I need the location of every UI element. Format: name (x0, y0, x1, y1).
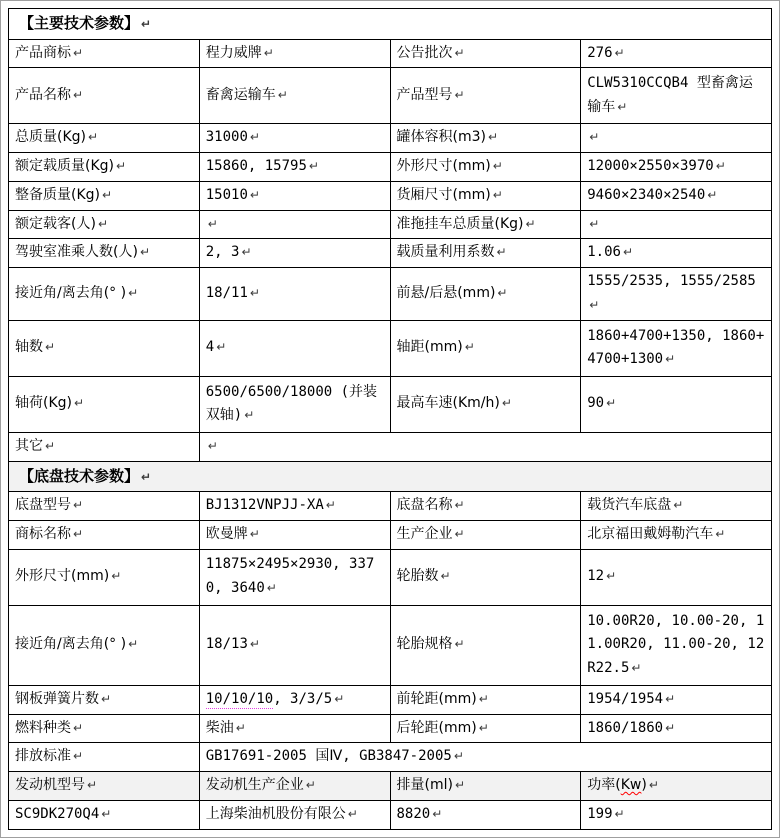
paragraph-mark-icon: ↵ (116, 159, 127, 174)
label-text: 额定载客(人) (15, 215, 96, 232)
value-cargo-box-dimensions (581, 181, 772, 210)
label-text: 驾驶室准乘人数(人) (15, 244, 138, 261)
value-leaf-spring-count (199, 685, 390, 714)
value-front-rear-overhang (581, 268, 772, 321)
table-row (9, 376, 772, 432)
label-curb-mass (9, 181, 200, 210)
table-row (9, 743, 772, 772)
value-approach-departure-angle (199, 268, 390, 321)
value-text: 199 (587, 805, 613, 822)
value-curb-mass (199, 181, 390, 210)
paragraph-mark-icon: ↵ (715, 159, 726, 174)
label-announcement-batch (390, 39, 581, 68)
label-product-name (9, 68, 200, 124)
value-text: 15860, 15795 (205, 158, 307, 175)
value-power (581, 800, 772, 829)
paragraph-mark-icon: ↵ (707, 187, 718, 202)
label-other (9, 432, 200, 461)
value-text: 1555/2535, 1555/2585 (587, 273, 756, 290)
value-cab-seating (199, 239, 390, 268)
label-text: 产品型号 (396, 86, 453, 103)
table-row (9, 39, 772, 68)
paragraph-mark-icon: ↵ (622, 245, 634, 260)
value-text: 12 (587, 568, 605, 585)
value-text: GB17691-2005 国Ⅳ, GB3847-2005 (205, 748, 452, 765)
paragraph-mark-icon: ↵ (263, 45, 274, 60)
value-announcement-batch (581, 39, 772, 68)
value-gross-mass (199, 124, 390, 153)
label-text: 罐体容积(m3) (396, 129, 486, 146)
paragraph-mark-icon: ↵ (249, 286, 260, 301)
value-max-speed (581, 376, 772, 432)
value-engine-manufacturer (199, 800, 390, 829)
paragraph-mark-icon: ↵ (606, 396, 617, 411)
value-chassis-model (199, 492, 390, 521)
label-text: 最高车速(Km/h) (396, 395, 500, 412)
paragraph-mark-icon: ↵ (235, 720, 246, 735)
paragraph-mark-icon: ↵ (478, 720, 489, 735)
section-title-main: 【主要技术参数】 (19, 14, 140, 32)
label-max-speed (390, 376, 581, 432)
value-product-name (199, 68, 390, 124)
label-text: 接近角/离去角(° ) (15, 285, 127, 302)
table-row (9, 432, 772, 461)
paragraph-mark-icon: ↵ (665, 720, 676, 735)
paragraph-mark-icon: ↵ (665, 691, 676, 706)
label-text: 排放标准 (15, 748, 71, 765)
paragraph-mark-icon: ↵ (249, 130, 260, 145)
paragraph-mark-icon: ↵ (454, 526, 465, 541)
paragraph-mark-icon: ↵ (101, 806, 112, 821)
label-text: 底盘型号 (15, 497, 71, 514)
value-text: 15010 (205, 186, 248, 203)
value-chassis-name (581, 492, 772, 521)
value-text: 1954/1954 (587, 690, 664, 707)
label-manufacturer (390, 520, 581, 549)
value-wheelbase (581, 320, 772, 376)
value-emission-standard (199, 743, 771, 772)
paragraph-mark-icon: ↵ (305, 778, 316, 793)
paragraph-mark-icon: ↵ (673, 498, 684, 513)
paragraph-mark-icon: ↵ (101, 691, 112, 706)
header-text: 发动机型号 (15, 777, 85, 794)
label-text: 燃料种类 (15, 719, 71, 736)
paragraph-mark-icon: ↵ (241, 245, 252, 260)
label-overall-dimensions (390, 153, 581, 182)
paragraph-mark-icon: ↵ (347, 806, 358, 821)
paragraph-mark-icon: ↵ (249, 187, 260, 202)
value-fuel-type (199, 714, 390, 743)
value-axle-load (199, 376, 390, 432)
value-text: CLW5310CCQB4 型畜禽运输车 (587, 75, 753, 115)
label-tire-count (390, 549, 581, 605)
label-brand-name (9, 520, 200, 549)
label-cargo-box-dimensions (390, 181, 581, 210)
paragraph-mark-icon: ↵ (614, 45, 625, 60)
value-rated-load-mass (199, 153, 390, 182)
paragraph-mark-icon: ↵ (454, 498, 465, 513)
table-row (9, 320, 772, 376)
paragraph-mark-icon: ↵ (454, 87, 465, 102)
value-text: 1860+4700+1350, 1860+4700+1300 (587, 327, 765, 368)
value-text: 276 (587, 44, 613, 61)
label-text: 额定载质量(Kg) (15, 158, 114, 175)
paragraph-mark-icon: ↵ (334, 691, 345, 706)
paragraph-mark-icon: ↵ (496, 245, 507, 260)
section-row-chassis (9, 461, 772, 492)
label-emission-standard (9, 743, 200, 772)
label-text: 公告批次 (396, 44, 453, 61)
header-engine-manufacturer (199, 772, 390, 801)
label-text: 轴数 (15, 339, 43, 356)
label-axle-load (9, 376, 200, 432)
paragraph-mark-icon: ↵ (440, 569, 451, 584)
engine-header-row (9, 772, 772, 801)
label-text: 产品商标 (15, 44, 71, 61)
value-chassis-approach-departure-angle (199, 605, 390, 685)
value-text: 程力威牌 (205, 44, 262, 61)
paragraph-mark-icon: ↵ (453, 749, 464, 764)
label-text: 外形尺寸(mm) (396, 158, 491, 175)
paragraph-mark-icon: ↵ (497, 286, 508, 301)
paragraph-mark-icon: ↵ (454, 45, 465, 60)
paragraph-mark-icon: ↵ (73, 749, 84, 764)
table-row (9, 181, 772, 210)
value-axle-count (199, 320, 390, 376)
label-fuel-type (9, 714, 200, 743)
spellcheck-dotted-text: 10/10/10 (205, 690, 274, 707)
paragraph-mark-icon: ↵ (249, 526, 260, 541)
paragraph-mark-icon: ↵ (266, 581, 277, 596)
label-wheelbase (390, 320, 581, 376)
value-tire-count (581, 549, 772, 605)
header-engine-model (9, 772, 200, 801)
section-header-main (9, 9, 772, 40)
paragraph-mark-icon: ↵ (128, 637, 139, 652)
paragraph-mark-icon: ↵ (492, 187, 503, 202)
header-text: 发动机生产企业 (205, 777, 304, 794)
value-text: 9460×2340×2540 (587, 186, 706, 203)
value-text: 1.06 (587, 244, 621, 261)
value-text: 10.00R20, 10.00-20, 11.00R20, 11.00-20, 12R22.5 (587, 612, 765, 677)
label-front-rear-overhang (390, 268, 581, 321)
label-text: 外形尺寸(mm) (15, 568, 110, 585)
paragraph-mark-icon: ↵ (325, 498, 336, 513)
label-chassis-dimensions (9, 549, 200, 605)
value-engine-model (9, 800, 200, 829)
paragraph-mark-icon: ↵ (454, 778, 466, 793)
paragraph-mark-icon: ↵ (631, 661, 642, 676)
paragraph-mark-icon: ↵ (111, 569, 122, 584)
value-text: , 3/3/5 (273, 690, 333, 707)
paragraph-mark-icon: ↵ (665, 352, 676, 367)
paragraph-mark-icon: ↵ (73, 87, 84, 102)
value-text: 欧曼牌 (205, 525, 248, 542)
label-text: 产品名称 (15, 86, 71, 103)
value-overall-dimensions (581, 153, 772, 182)
value-text: 11875×2495×2930, 3370, 3640 (205, 556, 375, 597)
label-text: 准拖挂车总质量(Kg) (396, 215, 524, 232)
value-text: 18/13 (205, 636, 248, 653)
label-rated-passengers (9, 210, 200, 239)
table-row (9, 549, 772, 605)
header-text: 排量(ml) (396, 777, 453, 794)
label-towed-trailer-mass (390, 210, 581, 239)
value-product-trademark (199, 39, 390, 68)
label-text: 底盘名称 (396, 497, 453, 514)
value-towed-trailer-mass (581, 210, 772, 239)
label-text: 轴距(mm) (396, 339, 463, 356)
paragraph-mark-icon: ↵ (525, 216, 536, 231)
paragraph-mark-icon: ↵ (244, 408, 255, 423)
label-text: 轴荷(Kg) (15, 395, 72, 412)
label-chassis-approach-departure-angle (9, 605, 200, 685)
value-text: 4 (205, 339, 215, 356)
value-text: 90 (587, 395, 605, 412)
table-row (9, 492, 772, 521)
paragraph-mark-icon: ↵ (141, 469, 152, 484)
section-title-chassis: 【底盘技术参数】 (19, 466, 140, 485)
label-text: 轮胎数 (396, 568, 439, 585)
label-gross-mass (9, 124, 200, 153)
header-power (581, 772, 772, 801)
value-text: 6500/6500/18000 (并装双轴) (205, 383, 378, 424)
spec-table (8, 8, 772, 830)
section-header-chassis (9, 461, 772, 492)
header-text: 功率( (587, 777, 621, 794)
paragraph-mark-icon: ↵ (216, 340, 227, 355)
value-text: 北京福田戴姆勒汽车 (587, 525, 714, 542)
paragraph-mark-icon: ↵ (308, 159, 319, 174)
label-load-utilization-factor (390, 239, 581, 268)
label-approach-departure-angle (9, 268, 200, 321)
table-row (9, 268, 772, 321)
paragraph-mark-icon: ↵ (589, 216, 600, 231)
label-tank-volume (390, 124, 581, 153)
value-text: 畜禽运输车 (205, 86, 276, 103)
paragraph-mark-icon: ↵ (207, 438, 218, 453)
label-product-model (390, 68, 581, 124)
value-product-model (581, 68, 772, 124)
paragraph-mark-icon: ↵ (45, 438, 56, 453)
label-axle-count (9, 320, 200, 376)
paragraph-mark-icon: ↵ (97, 216, 108, 231)
header-text: ) (641, 777, 647, 794)
value-text: 18/11 (205, 285, 248, 302)
table-row (9, 210, 772, 239)
paragraph-mark-icon: ↵ (87, 778, 98, 793)
paragraph-mark-icon: ↵ (102, 187, 113, 202)
value-text: SC9DK270Q4 (15, 805, 100, 822)
label-text: 轮胎规格 (396, 636, 453, 653)
paragraph-mark-icon: ↵ (249, 637, 260, 652)
label-text: 钢板弹簧片数 (15, 690, 99, 707)
value-displacement (390, 800, 581, 829)
paragraph-mark-icon: ↵ (478, 691, 489, 706)
label-text: 其它 (15, 437, 43, 454)
paragraph-mark-icon: ↵ (88, 130, 99, 145)
value-brand-name (199, 520, 390, 549)
header-displacement (390, 772, 581, 801)
paragraph-mark-icon: ↵ (73, 498, 84, 513)
value-tank-volume (581, 124, 772, 153)
table-row (9, 239, 772, 268)
paragraph-mark-icon: ↵ (715, 526, 726, 541)
value-load-utilization-factor (581, 239, 772, 268)
value-front-track (581, 685, 772, 714)
label-cab-seating (9, 239, 200, 268)
label-rated-load-mass (9, 153, 200, 182)
paragraph-mark-icon: ↵ (139, 245, 150, 260)
value-chassis-dimensions (199, 549, 390, 605)
table-row (9, 124, 772, 153)
paragraph-mark-icon: ↵ (617, 99, 628, 114)
value-text: 载货汽车底盘 (587, 497, 672, 514)
value-text: 2, 3 (205, 244, 240, 261)
paragraph-mark-icon: ↵ (606, 569, 617, 584)
value-text: 8820 (396, 805, 431, 822)
label-chassis-model (9, 492, 200, 521)
label-tire-spec (390, 605, 581, 685)
table-row (9, 714, 772, 743)
paragraph-mark-icon: ↵ (487, 130, 499, 145)
label-text: 整备质量(Kg) (15, 186, 100, 203)
table-row (9, 605, 772, 685)
label-text: 载质量利用系数 (396, 244, 495, 261)
paragraph-mark-icon: ↵ (141, 17, 152, 31)
label-text: 后轮距(mm) (396, 719, 477, 736)
paragraph-mark-icon: ↵ (73, 45, 84, 60)
value-tire-spec (581, 605, 772, 685)
label-text: 接近角/离去角(° ) (15, 636, 127, 653)
paragraph-mark-icon: ↵ (73, 720, 84, 735)
label-text: 生产企业 (396, 525, 453, 542)
paragraph-mark-icon: ↵ (45, 340, 56, 355)
value-text: 柴油 (205, 719, 234, 736)
paragraph-mark-icon: ↵ (207, 216, 218, 231)
table-row (9, 520, 772, 549)
label-chassis-name (390, 492, 581, 521)
label-text: 前悬/后悬(mm) (396, 285, 496, 302)
engine-value-row (9, 800, 772, 829)
table-row (9, 68, 772, 124)
value-other (199, 432, 771, 461)
paragraph-mark-icon: ↵ (614, 806, 625, 821)
paragraph-mark-icon: ↵ (432, 806, 443, 821)
value-manufacturer (581, 520, 772, 549)
label-rear-track (390, 714, 581, 743)
value-text: 上海柴油机股份有限公 (205, 805, 346, 822)
label-product-trademark (9, 39, 200, 68)
label-leaf-spring-count (9, 685, 200, 714)
paragraph-mark-icon: ↵ (501, 396, 512, 411)
value-text: BJ1312VNPJJ-XA (205, 497, 324, 514)
paragraph-mark-icon: ↵ (589, 298, 600, 313)
value-text: 1860/1860 (587, 719, 664, 736)
paragraph-mark-icon: ↵ (589, 130, 600, 145)
paragraph-mark-icon: ↵ (73, 526, 84, 541)
section-row-main (9, 9, 772, 40)
label-text: 商标名称 (15, 525, 71, 542)
table-row (9, 685, 772, 714)
value-text: 31000 (205, 129, 248, 146)
paragraph-mark-icon: ↵ (128, 286, 139, 301)
value-rear-track (581, 714, 772, 743)
label-text: 货厢尺寸(mm) (396, 186, 491, 203)
paragraph-mark-icon: ↵ (454, 637, 465, 652)
label-text: 前轮距(mm) (396, 690, 477, 707)
value-text: 12000×2550×3970 (587, 158, 714, 175)
label-front-track (390, 685, 581, 714)
spellcheck-wavy-text: Kw (620, 777, 642, 794)
table-row (9, 153, 772, 182)
paragraph-mark-icon: ↵ (648, 778, 659, 793)
paragraph-mark-icon: ↵ (464, 340, 475, 355)
label-text: 总质量(Kg) (15, 129, 86, 146)
paragraph-mark-icon: ↵ (492, 159, 503, 174)
paragraph-mark-icon: ↵ (74, 396, 85, 411)
value-rated-passengers (199, 210, 390, 239)
paragraph-mark-icon: ↵ (277, 87, 288, 102)
